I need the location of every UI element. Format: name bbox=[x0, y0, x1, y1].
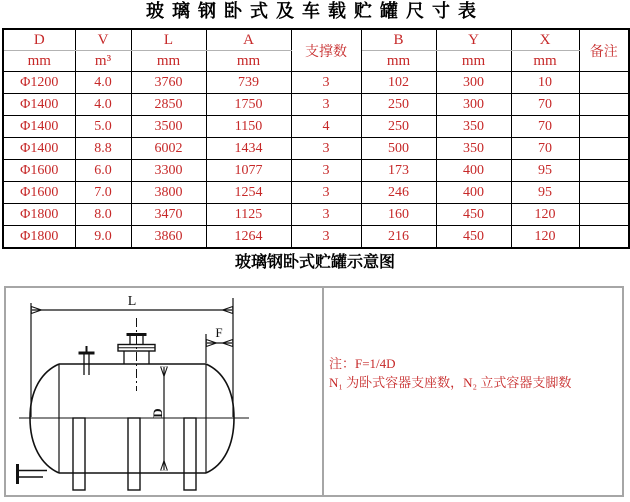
table-cell: 4.0 bbox=[75, 94, 131, 116]
table-cell: 400 bbox=[436, 182, 511, 204]
table-cell: 120 bbox=[511, 204, 579, 226]
table-cell: 3 bbox=[291, 138, 361, 160]
notes-panel bbox=[324, 288, 622, 495]
table-cell: 3300 bbox=[131, 160, 206, 182]
table-cell: 3760 bbox=[131, 72, 206, 94]
table-cell: 450 bbox=[436, 226, 511, 249]
table-cell: Φ1400 bbox=[3, 94, 75, 116]
table-cell bbox=[579, 182, 629, 204]
table-cell: 95 bbox=[511, 160, 579, 182]
tank-leg bbox=[184, 418, 196, 490]
table-cell: 3 bbox=[291, 160, 361, 182]
table-row bbox=[3, 182, 629, 204]
dim-L-label: L bbox=[127, 294, 137, 309]
table-cell: 1254 bbox=[206, 182, 291, 204]
table-cell: 4 bbox=[291, 116, 361, 138]
table-cell: 3 bbox=[291, 94, 361, 116]
table-cell: 70 bbox=[511, 138, 579, 160]
table-cell: 1150 bbox=[206, 116, 291, 138]
table-cell: 6.0 bbox=[75, 160, 131, 182]
table-cell: Φ1600 bbox=[3, 182, 75, 204]
table-cell: 173 bbox=[361, 160, 436, 182]
table-cell: 1264 bbox=[206, 226, 291, 249]
table-cell: 1750 bbox=[206, 94, 291, 116]
table-cell: 2850 bbox=[131, 94, 206, 116]
table-cell bbox=[579, 204, 629, 226]
table-cell: 3 bbox=[291, 226, 361, 249]
table-cell: 3470 bbox=[131, 204, 206, 226]
table-cell: 1125 bbox=[206, 204, 291, 226]
table-cell: 3 bbox=[291, 204, 361, 226]
table-cell: 3800 bbox=[131, 182, 206, 204]
column-header-V: V bbox=[75, 29, 131, 51]
table-cell: 160 bbox=[361, 204, 436, 226]
table-cell: 1434 bbox=[206, 138, 291, 160]
unit-D: mm bbox=[3, 51, 75, 72]
table-cell: 3500 bbox=[131, 116, 206, 138]
table-body bbox=[3, 72, 629, 249]
table-cell: 6002 bbox=[131, 138, 206, 160]
table-cell bbox=[579, 94, 629, 116]
tank-drawing-cell bbox=[6, 288, 324, 495]
table-cell: 350 bbox=[436, 138, 511, 160]
column-header-B: B bbox=[361, 29, 436, 51]
table-cell: 95 bbox=[511, 182, 579, 204]
column-header-remarks: 备注 bbox=[579, 29, 629, 72]
table-cell: Φ1200 bbox=[3, 72, 75, 94]
unit-X: mm bbox=[511, 51, 579, 72]
dim-F-label: F bbox=[215, 325, 223, 340]
table-row bbox=[3, 94, 629, 116]
table-cell: 300 bbox=[436, 94, 511, 116]
table-row bbox=[3, 72, 629, 94]
table-cell: 216 bbox=[361, 226, 436, 249]
table-row bbox=[3, 160, 629, 182]
table-cell: 8.0 bbox=[75, 204, 131, 226]
column-header-X: X bbox=[511, 29, 579, 51]
table-cell bbox=[579, 160, 629, 182]
table-cell: Φ1400 bbox=[3, 138, 75, 160]
column-header-D: D bbox=[3, 29, 75, 51]
unit-L: mm bbox=[131, 51, 206, 72]
table-cell: 450 bbox=[436, 204, 511, 226]
table-cell: 350 bbox=[436, 116, 511, 138]
table-row bbox=[3, 226, 629, 249]
note-supports: N₁ 为卧式容器支座数，N₂ 立式容器支脚数 bbox=[329, 375, 572, 390]
column-header-supports: 支撑数 bbox=[291, 29, 361, 72]
table-cell: 500 bbox=[361, 138, 436, 160]
table-cell: 4.0 bbox=[75, 72, 131, 94]
table-cell: 739 bbox=[206, 72, 291, 94]
table-cell: 8.8 bbox=[75, 138, 131, 160]
table-cell bbox=[579, 138, 629, 160]
header-row-symbols bbox=[3, 29, 629, 51]
note-formula: 注：F=1/4D bbox=[329, 356, 396, 371]
column-header-A: A bbox=[206, 29, 291, 51]
table-cell: 300 bbox=[436, 72, 511, 94]
table-cell bbox=[579, 226, 629, 249]
table-cell: 70 bbox=[511, 94, 579, 116]
unit-Y: mm bbox=[436, 51, 511, 72]
table-title: 玻璃钢卧式及车载贮罐尺寸表 bbox=[146, 1, 484, 21]
table-cell: 102 bbox=[361, 72, 436, 94]
table-cell: 3 bbox=[291, 72, 361, 94]
table-cell: Φ1600 bbox=[3, 160, 75, 182]
table-cell: 70 bbox=[511, 116, 579, 138]
table-cell: 3860 bbox=[131, 226, 206, 249]
dimension-table bbox=[2, 28, 630, 249]
table-cell: Φ1800 bbox=[3, 226, 75, 249]
table-cell: 7.0 bbox=[75, 182, 131, 204]
diagram-title: 玻璃钢卧式贮罐示意图 bbox=[234, 254, 395, 271]
table-cell: 400 bbox=[436, 160, 511, 182]
unit-A: mm bbox=[206, 51, 291, 72]
table-cell: 3 bbox=[291, 182, 361, 204]
tank-schematic bbox=[6, 288, 320, 495]
table-cell: Φ1400 bbox=[3, 116, 75, 138]
table-cell bbox=[579, 116, 629, 138]
table-cell: 1077 bbox=[206, 160, 291, 182]
table-row bbox=[3, 204, 629, 226]
table-cell: 120 bbox=[511, 226, 579, 249]
table-cell: 250 bbox=[361, 94, 436, 116]
tank-leg bbox=[128, 418, 140, 490]
diagram-panel bbox=[4, 286, 624, 497]
table-row bbox=[3, 138, 629, 160]
table-cell bbox=[579, 72, 629, 94]
table-cell: Φ1800 bbox=[3, 204, 75, 226]
column-header-Y: Y bbox=[436, 29, 511, 51]
table-cell: 5.0 bbox=[75, 116, 131, 138]
unit-B: mm bbox=[361, 51, 436, 72]
column-header-L: L bbox=[131, 29, 206, 51]
table-cell: 250 bbox=[361, 116, 436, 138]
table-cell: 9.0 bbox=[75, 226, 131, 249]
dim-D-label: D bbox=[150, 408, 165, 418]
table-cell: 246 bbox=[361, 182, 436, 204]
table-cell: 10 bbox=[511, 72, 579, 94]
table-row bbox=[3, 116, 629, 138]
tank-leg bbox=[73, 418, 85, 490]
unit-V: m³ bbox=[75, 51, 131, 72]
